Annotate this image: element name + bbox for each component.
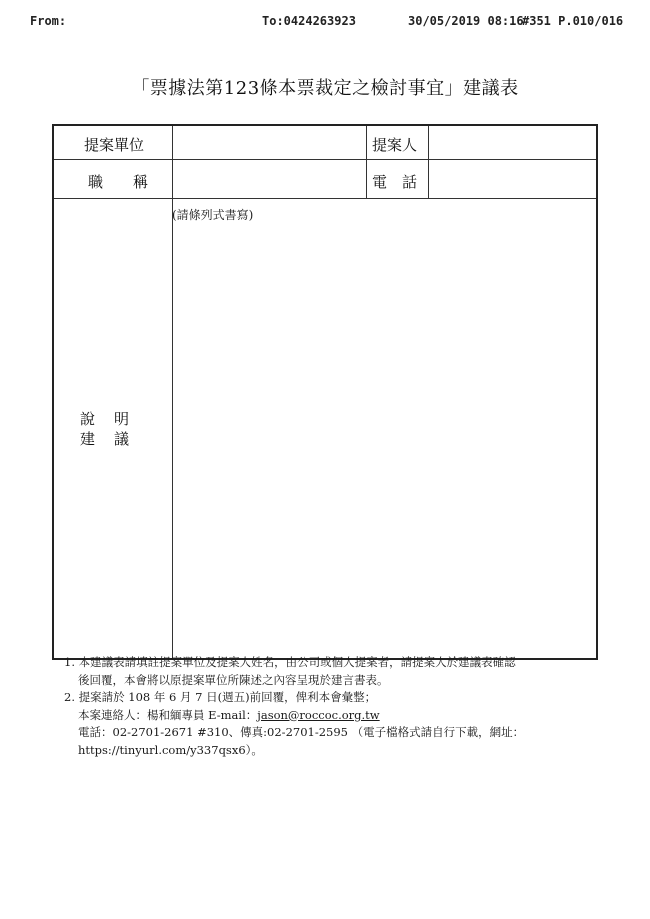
write-in-list-instruction: (請條列式書寫) — [172, 208, 254, 222]
contact-person: 本案連絡人：楊和緬專員 E-mail： — [78, 707, 258, 722]
suggestion-label: 建 議 — [80, 430, 132, 448]
row-divider — [54, 159, 596, 160]
explanation-label: 說 明 — [80, 410, 132, 428]
fax-date-time: 30/05/2019 08:16 — [408, 14, 524, 28]
note-1: 1. 本建議表請填註提案單位及提案人姓名，由公司或個人提案者，請提案人於建議表確認 — [64, 655, 516, 669]
fax-header — [0, 14, 650, 34]
fax-from: From: — [30, 14, 67, 28]
fax-page-number: #351 P.010/016 — [522, 14, 624, 28]
contact-phone-fax: 電話：02-2701-2671 #310、傳真:02-2701-2595 （電子檔格式請自行下載，網址： — [78, 725, 525, 739]
proposing-unit-label: 提案單位 — [84, 136, 145, 154]
note-1-continued: 後回覆，本會將以原提案單位所陳述之內容呈現於建言書表。 — [78, 672, 389, 687]
row-divider — [54, 198, 596, 199]
download-url[interactable]: https://tinyurl.com/y337qsx6）。 — [78, 742, 263, 757]
column-divider — [366, 126, 367, 198]
phone-label: 電 話 — [372, 173, 418, 191]
suggestion-form-table — [52, 124, 598, 660]
notes-section — [64, 654, 624, 759]
form-title: 「票據法第123條本票裁定之檢討事宜」建議表 — [131, 78, 519, 99]
contact-email-link[interactable]: jason@roccoc.org.tw — [257, 707, 380, 722]
job-title-label: 職 稱 — [88, 173, 149, 191]
contact-person-line — [64, 707, 624, 725]
proposer-label: 提案人 — [372, 136, 418, 154]
column-divider — [428, 126, 429, 198]
note-2: 2. 提案請於 108 年 6 月 7 日(週五)前回覆，俾利本會彙整； — [64, 690, 377, 704]
fax-to-number: To:0424263923 — [262, 14, 356, 28]
